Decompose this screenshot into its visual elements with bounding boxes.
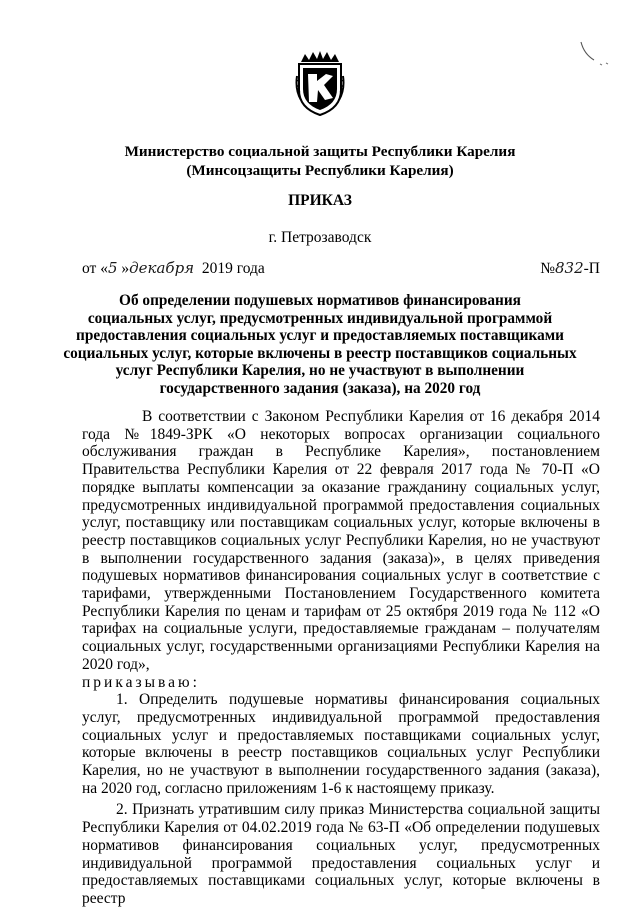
ministry-short-name: (Минсоцзащиты Республики Карелия) bbox=[186, 162, 454, 179]
number-value: 832 bbox=[555, 259, 584, 277]
number-suffix: -П bbox=[583, 260, 600, 277]
date-line bbox=[82, 259, 600, 281]
date-day: 5 bbox=[107, 259, 118, 277]
document-type: ПРИКАЗ bbox=[288, 192, 352, 209]
pen-mark-icon bbox=[578, 38, 618, 68]
document-date bbox=[82, 259, 265, 278]
document-city: г. Петрозаводск bbox=[268, 229, 372, 246]
title-line: социальных услуг, которые включены в реестр поставщиков социальных bbox=[63, 344, 577, 362]
title-line: Об определении подушевых нормативов финансирования bbox=[119, 292, 521, 309]
title-line: государственного задания (заказа), на 2020 год bbox=[159, 379, 481, 397]
order-item-2: 2. Признать утратившим силу приказ Министерства социальной защиты Республики Карелия от 04.02.2019 года № 63-П «Об определении подушевых нормативов финансирования социальных услуг, предусмотренных индивидуальной программой предоставления социальных услуг и предоставляемых поставщиками социальных услуг, которые включены в реестр bbox=[82, 801, 600, 907]
number-prefix: № bbox=[540, 260, 555, 277]
ministry-header bbox=[0, 142, 640, 180]
title-line: предоставления социальных услуг и предоставляемых поставщиками bbox=[76, 327, 564, 345]
document-body bbox=[82, 408, 600, 908]
document-number bbox=[540, 259, 600, 278]
date-month: декабря bbox=[129, 259, 195, 277]
date-mid: » bbox=[121, 260, 130, 277]
preamble-paragraph: В соответствии с Законом Республики Карелия от 16 декабря 2014 года №1849-ЗРК «О некоторых вопросах организации социального обслуживания граждан в Республике Карелия», постановлением Правительства Республики Карелия от 22 февраля 2017 года № 70-П «О порядке выплаты компенсации за оказание гражданину социальных услуг, предусмотренных индивидуальной программой предоставления социальных услуг, поставщику или поставщикам социальных услуг, которые включены в реестр поставщиков социальных услуг Республики Карелия, но не участвуют в выполнении государственного задания (заказа)», в целях приведения подушевых нормативов финансирования социальных услуг в соответствие с тарифами, утвержденными Постановлением Государственного комитета Республики Карелия по ценам и тарифам от 25 октября 2019 года № 112 «О тарифах на социальные услуги, предоставляемые гражданам – получателям социальных услуг, государственными организациями Республики Карелия на 2020 год», bbox=[82, 408, 600, 673]
title-line: социальных услуг, предусмотренных индивидуальной программой bbox=[87, 309, 553, 327]
ministry-name: Министерство социальной защиты Республики Карелия bbox=[124, 143, 516, 160]
title-line: услуг Республики Карелия, но не участвуют в выполнении bbox=[115, 362, 525, 380]
order-item-1: 1. Определить подушевые нормативы финансирования социальных услуг, предусмотренных индивидуальной программой предоставления социальных услуг и предоставляемых поставщиками социальных услуг, которые включены в реестр поставщиков социальных услуг Республики Карелия, но не участвуют в выполнении государственного задания (заказа), на 2020 год, согласно приложениям 1-6 к настоящему приказу. bbox=[82, 691, 600, 797]
date-prefix: от « bbox=[82, 260, 108, 277]
document-title bbox=[60, 292, 580, 398]
date-year: 2019 года bbox=[201, 260, 265, 277]
order-word: приказываю: bbox=[82, 673, 200, 691]
karelia-coat-of-arms-icon bbox=[295, 50, 345, 116]
